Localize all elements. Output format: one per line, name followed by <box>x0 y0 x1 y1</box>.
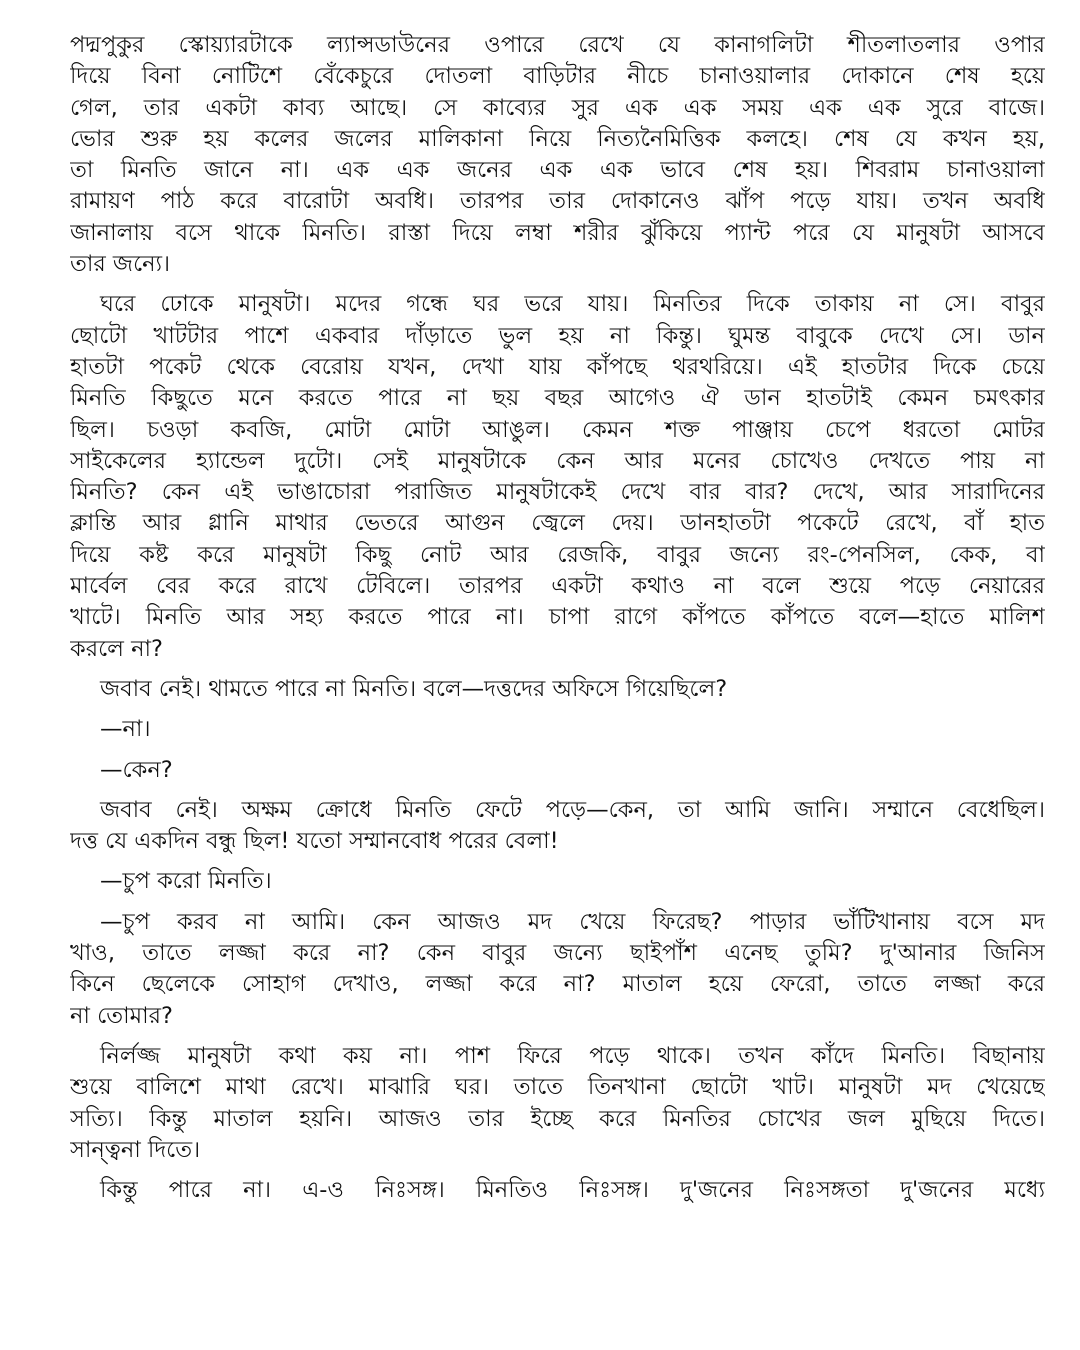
paragraph <box>70 1041 1045 1166</box>
document-page <box>70 30 1045 1325</box>
paragraph <box>70 1175 1045 1206</box>
text-line: খাটে। মিনতি আর সহ্য করতে পারে না। চাপা রাগে কাঁপতে কাঁপতে বলে—হাতে মালিশ <box>70 604 1045 631</box>
text-line: করলে না? <box>70 635 163 662</box>
text-line: রামায়ণ পাঠ করে বারোটা অবধি। তারপর তার দোকানেও ঝাঁপ পড়ে যায়। তখন অবধি <box>70 188 1045 215</box>
text-line: হাতটা পকেট থেকে বেরোয় যখন, দেখা যায় কাঁপছে থরথরিয়ে। এই হাতটার দিকে চেয়ে <box>70 353 1045 380</box>
paragraph <box>70 30 1045 280</box>
text-line: সত্যি। কিন্তু মাতাল হয়নি। আজও তার ইচ্ছে করে মিনতির চোখের জল মুছিয়ে দিতে। <box>70 1105 1045 1132</box>
text-line: —চুপ করো মিনতি। <box>100 868 272 895</box>
text-line: —কেন? <box>100 756 173 783</box>
text-line: মিনতি কিছুতে মনে করতে পারে না ছয় বছর আগেও ঐ ডান হাতটাই কেমন চমৎকার <box>70 385 1045 412</box>
text-line: জবাব নেই। থামতে পারে না মিনতি। বলে—দত্তদের অফিসে গিয়েছিলে? <box>100 675 728 702</box>
text-line: ভোর শুরু হয় কলের জলের মালিকানা নিয়ে নিত্যনৈমিত্তিক কলহে। শেষ যে কখন হয়, <box>70 125 1045 152</box>
text-line: শুয়ে বালিশে মাথা রেখে। মাঝারি ঘর। তাতে তিনখানা ছোটো খাট। মানুষটা মদ খেয়েছে <box>70 1074 1045 1101</box>
text-line: ঘরে ঢোকে মানুষটা। মদের গন্ধে ঘর ভরে যায়। মিনতির দিকে তাকায় না সে। বাবুর <box>100 291 1045 318</box>
paragraph <box>70 289 1045 665</box>
text-line: গেল, তার একটা কাব্য আছে। সে কাব্যের সুর এক এক সময় এক এক সুরে বাজে। <box>70 94 1045 121</box>
text-line: দিয়ে কষ্ট করে মানুষটা কিছু নোট আর রেজকি, বাবুর জন্যে রং-পেনসিল, কেক, বা <box>70 541 1045 568</box>
text-line: পদ্মপুকুর স্কোয়্যারটাকে ল্যান্সডাউনের ওপারে রেখে যে কানাগলিটা শীতলাতলার ওপার <box>70 32 1045 58</box>
text-line: —চুপ করব না আমি। কেন আজও মদ খেয়ে ফিরেছ? পাড়ার ভাঁটিখানায় বসে মদ <box>100 908 1045 935</box>
paragraph <box>70 714 1045 745</box>
text-line: সাইকেলের হ্যান্ডেল দুটো। সেই মানুষটাকে কেন আর মনের চোখেও দেখতে পায় না <box>70 447 1045 474</box>
text-line: কিনে ছেলেকে সোহাগ দেখাও, লজ্জা করে না? মাতাল হয়ে ফেরো, তাতে লজ্জা করে <box>70 971 1045 998</box>
text-line: তার জন্যে। <box>70 251 171 278</box>
text-line: নির্লজ্জ মানুষটা কথা কয় না। পাশ ফিরে পড়ে থাকে। তখন কাঁদে মিনতি। বিছানায় <box>100 1042 1045 1069</box>
paragraph <box>70 795 1045 858</box>
text-line: জবাব নেই। অক্ষম ক্রোধে মিনতি ফেটে পড়ে—কেন, তা আমি জানি। সম্মানে বেধেছিল। <box>100 796 1045 823</box>
text-line: ছোটো খাটটার পাশে একবার দাঁড়াতে ভুল হয় না কিন্তু। ঘুমন্ত বাবুকে দেখে সে। ডান <box>70 322 1045 349</box>
text-line: মিনতি? কেন এই ভাঙাচোরা পরাজিত মানুষটাকেই দেখে বার বার? দেখে, আর সারাদিনের <box>70 479 1045 506</box>
text-line: না তোমার? <box>70 1002 173 1029</box>
text-line: জানালায় বসে থাকে মিনতি। রাস্তা দিয়ে লম্বা শরীর ঝুঁকিয়ে প্যান্ট পরে যে মানুষটা আসবে <box>70 219 1045 246</box>
text-line: মার্বেল বের করে রাখে টেবিলে। তারপর একটা কথাও না বলে শুয়ে পড়ে নেয়ারের <box>70 573 1045 600</box>
paragraph <box>70 907 1045 1032</box>
paragraph <box>70 755 1045 786</box>
text-line: তা মিনতি জানে না। এক এক জনের এক এক ভাবে শেষ হয়। শিবরাম চানাওয়ালা <box>70 157 1045 184</box>
paragraph <box>70 866 1045 897</box>
text-line: ছিল। চওড়া কবজি, মোটা মোটা আঙুল। কেমন শক্ত পাঞ্জায় চেপে ধরতো মোটর <box>70 416 1045 443</box>
text-line: কিন্তু পারে না। এ-ও নিঃসঙ্গ। মিনতিও নিঃসঙ্গ। দু'জনের নিঃসঙ্গতা দু'জনের মধ্যে <box>100 1177 1045 1204</box>
text-line: —না। <box>100 716 151 743</box>
paragraph <box>70 674 1045 705</box>
text-line: খাও, তাতে লজ্জা করে না? কেন বাবুর জন্যে ছাইপাঁশ এনেছ তুমি? দু'আনার জিনিস <box>70 940 1045 967</box>
text-line: সান্ত্বনা দিতে। <box>70 1136 201 1163</box>
text-line: দত্ত যে একদিন বন্ধু ছিল! যতো সম্মানবোধ পরের বেলা! <box>70 828 559 855</box>
text-line: ক্লান্তি আর গ্লানি মাথার ভেতরে আগুন জ্বেলে দেয়। ডানহাতটা পকেটে রেখে, বাঁ হাত <box>70 510 1045 537</box>
text-line: দিয়ে বিনা নোটিশে বেঁকেচুরে দোতলা বাড়িটার নীচে চানাওয়ালার দোকানে শেষ হয়ে <box>70 63 1045 90</box>
